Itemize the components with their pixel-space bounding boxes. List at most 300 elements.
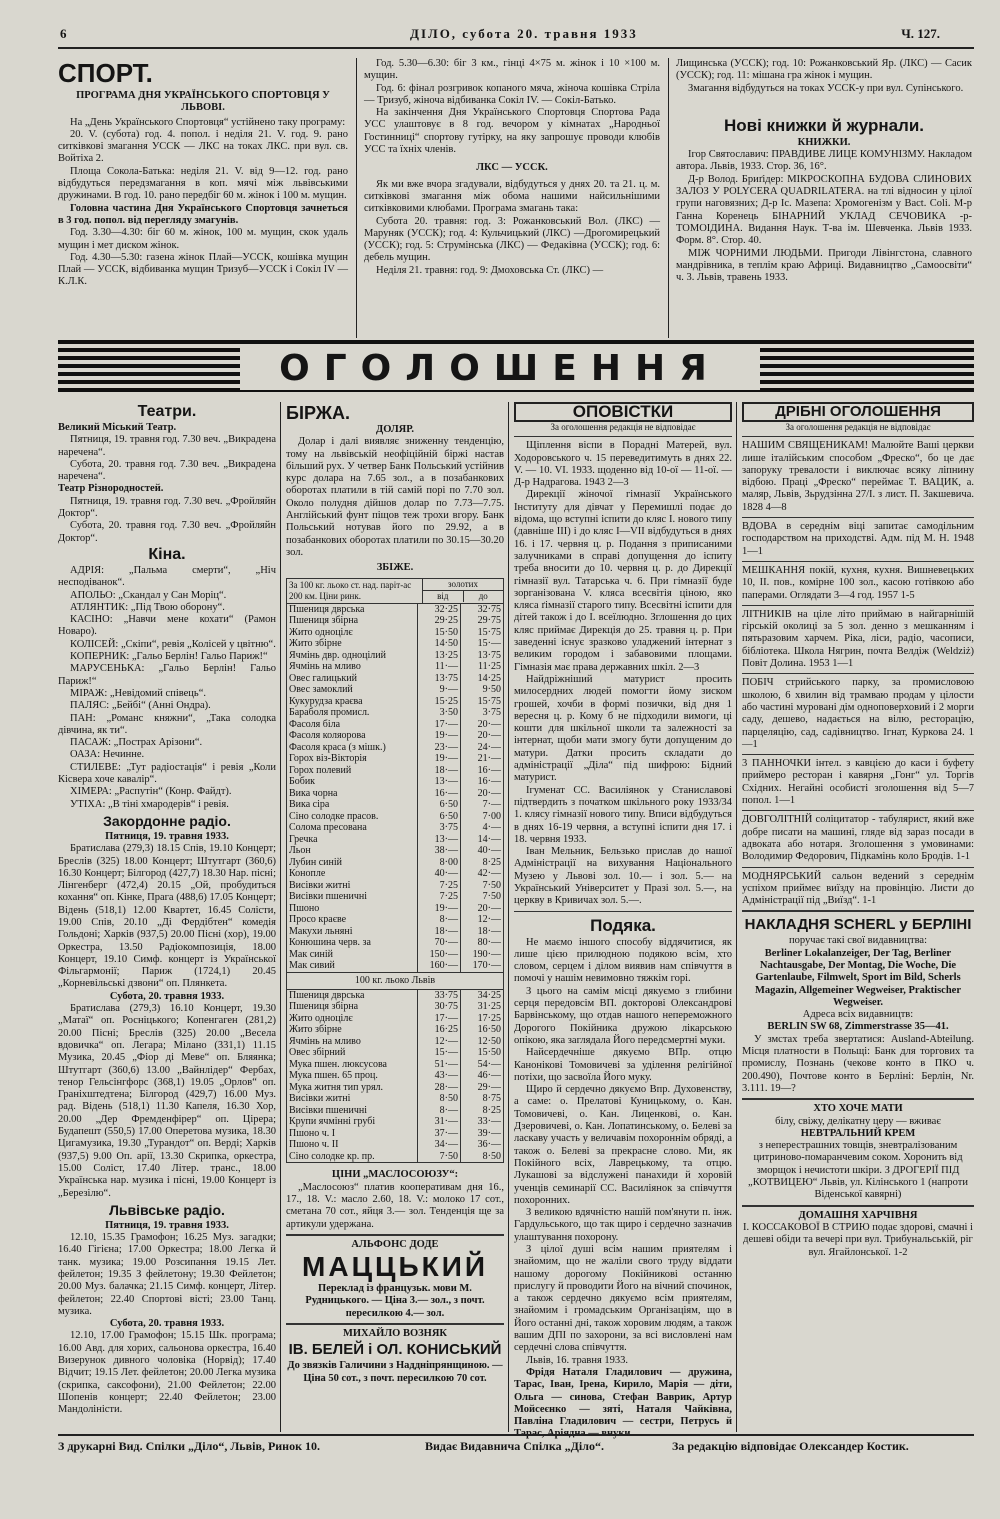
divider <box>742 561 974 562</box>
price-to-cell: 16·50 <box>461 1024 504 1036</box>
price-from-cell: 6·50 <box>418 811 461 823</box>
price-from-cell: 19·— <box>418 730 461 742</box>
price-from-cell: 150·— <box>418 949 461 961</box>
price-from-cell: 18·— <box>418 926 461 938</box>
page-number: 6 <box>60 26 67 41</box>
divider <box>742 517 974 518</box>
commodity-cell: Пшоно ч. ІІ <box>289 1139 339 1151</box>
price-from-cell: 9·— <box>418 684 461 696</box>
ad-author: АЛЬФОНС ДОДЕ <box>351 1238 439 1250</box>
commodity-cell: Жито одноцілє <box>289 1012 353 1024</box>
notice-item: Дирекції жіночої гімназії Українського Інституту для дівчат у Перемишлі подає до відома, що вступні іспити до кляс І. нового типу (давніше ІІІ) і до кляс І—VII відбудуться в днях 16. і 17. червня ц. р. Подання з приписаними залучниками в справі допущення до іспиту треба вносити до 10. червня ц. р. до Дирекції гімназії вул. Татарська ч. 6. При гімназії буде зорганізована V. кляса всесвітія ціною, яко кляса ґімназії старого типу. Всесвітні іспити для дітей також і до І. всеїлюдно. Зглошення до цих кляс приймає Дирекція до 25. травня ц. р. При заведенні існує зразково уладжений інтернат з великим городом і забавовими площами. Гімназія має права державних шкіл. 2—3 <box>514 489 732 673</box>
price-to-cell: 8·25 <box>461 1105 504 1117</box>
table-row <box>287 834 503 846</box>
radio-day: Пятниця, 19. травня 1933. <box>105 830 229 842</box>
commodity-cell: Гречка <box>289 833 318 845</box>
price-to-cell: 9·50 <box>461 684 504 696</box>
commodity-cell: Жито збірне <box>289 638 342 650</box>
commodity-cell: Овес збірний <box>289 1047 346 1059</box>
price-to-cell: 31·25 <box>461 1001 504 1013</box>
cinema-item: УТІХА: „В тіні хмародерів“ і ревія. <box>70 798 229 810</box>
thanks-para: Щиро й сердечно дякуємо Впр. Духовенству, а саме: о. Прелатові Куницькому, о. Кан. Томовичеві, о. Кан. Лиценкові, о. Кан. Дзеровичеві, о. Кан. Лопатинському, о. Белеві за ласкаву участь у величавім похороннім обряді, а також о. Белеві за прекрасне слово. Ми, як Покійного всіх, Лаврецькому, та отцю. Лукашові за відслужені панахиди й хоровій ученців семинарії СС. Василіянок за співчуття похоронних. <box>514 1084 732 1206</box>
table-row <box>287 926 503 938</box>
divider <box>742 754 974 755</box>
table-row <box>287 1059 503 1071</box>
price-from-cell: 8·— <box>418 1105 461 1117</box>
commodity-cell: Бобик <box>289 776 316 788</box>
sport-column-3 <box>676 58 972 340</box>
table-header-cols <box>422 579 503 603</box>
table-row <box>287 1151 503 1163</box>
theatres-title: Театри. <box>137 403 197 420</box>
radio-day: Субота, 20. травня 1933. <box>109 1318 225 1330</box>
commodity-cell: Фасоля краса (з мішк.) <box>289 741 386 753</box>
sport-para: Неділя 21. травня: год. 9: Дмоховська Ст. (ЛКС) — <box>376 264 604 276</box>
commodity-cell: Крупи ячмінні грубі <box>289 1116 376 1128</box>
col-from: від <box>437 590 449 601</box>
commodity-cell: Солома пресована <box>289 822 367 834</box>
scherl-list: Berliner Lokalanzeiger, Der Tag, Berliner Nachtausgabe, Der Montag, Die Woche, Die Gartenlaube, Filmwelt, Sport im Bild, Scherls Magazin, Allgemeiner Wegweiser, Praktischer Wegweiser. <box>755 947 961 1008</box>
commodity-cell: Конюшина черв. за <box>289 937 371 949</box>
price-to-cell: 190·— <box>461 949 504 961</box>
scherl-addr: BERLIN SW 68, Zimmerstrasse 35—41. <box>767 1021 949 1033</box>
notice-item: Ігуменат СС. Василіянок у Станиславові підтвердить з початком шкільного року 1933/34 1. клясу гімназії нового типу. Вписи відбудуться в днях 16-19 червня, а вступні іспити дня 17. і 18. червня 1933. <box>514 784 732 845</box>
table-row <box>287 1013 503 1025</box>
vozniak-book-ad <box>286 1323 504 1385</box>
col-divider <box>736 402 737 1432</box>
small-ad: 3 ПАННОЧКИ інтел. з кавцією до каси і буфету приймеро ресторан і кавярня „Гонг“ ул. Торгів Східних. Негайні особисті зголошення від 5—7 попол. 1—1 <box>742 758 974 807</box>
food-ad <box>742 1205 974 1259</box>
price-from-cell: 7·25 <box>418 880 461 892</box>
table-row <box>287 857 503 869</box>
commodity-cell: Вика сіра <box>289 799 330 811</box>
commodity-cell: Мак синій <box>289 948 333 960</box>
divider <box>514 911 732 912</box>
table-row <box>287 1024 503 1036</box>
price-to-cell: 29·75 <box>461 615 504 627</box>
table-row <box>287 845 503 857</box>
cinema-item: АТЛЯНТИК: „Під Твою оборону“. <box>70 601 225 613</box>
commodity-cell: Сіно солодке прасов. <box>289 810 379 822</box>
scherl-sub: поручає такі свої видавництва: <box>788 935 928 947</box>
cinema-item: МАРУСЕНЬКА: „Гальо Берлін! Гальо Париж!“ <box>58 663 276 687</box>
table-row <box>287 650 503 662</box>
small-ad: ЛІТНИКІВ на ціле літо приймаю в найгарнішій гірській околиці за 5 зол. денно з мешканням і пятьразовим харчем. Ріка, ліси, радіо, часописи, бібліотека. Школа Нягрин, почта Велдіж (Weldziż) Повіт Долина. 1953 1—1 <box>742 608 974 670</box>
table-row <box>287 673 503 685</box>
sport-para: 20. V. (субота) год. 4. попол. і неділя 21. V. год. 9. рано ситківкові змагання УССК — ЛКС на токах ЛКС. при вул. св. Войтіха 2. <box>58 128 348 165</box>
price-from-cell: 23·— <box>418 742 461 754</box>
ad-book-title: МАЦЦЬКИЙ <box>302 1251 488 1283</box>
price-to-cell: 32·75 <box>461 604 504 616</box>
price-to-cell: 33·— <box>461 1116 504 1128</box>
notice-item: Іван Мельник, Бельзько прислав до нашої Адміністрації на вихування Національного Музею у Львові зол. 10.— і зол. 5.— на Український Університет у Празі зол. 5.—, на церкву в Кривичах зол. 5.—. <box>514 846 732 907</box>
price-to-cell: 54·— <box>461 1059 504 1071</box>
table-row <box>287 1070 503 1082</box>
table-row <box>287 604 503 616</box>
commodity-cell: Мука пшен. люксусова <box>289 1058 387 1070</box>
commodity-cell: Висівки пшеничні <box>289 891 368 903</box>
notices-title: ОПОВІСТКИ <box>514 402 732 422</box>
divider <box>514 436 732 437</box>
cinema-item: ПАН: „Романс княжни“, „Така солодка дівчина, як ти“. <box>58 712 276 736</box>
price-to-cell: 15·75 <box>461 627 504 639</box>
cinema-item: КАСІНО: „Навчи мене кохати“ (Рамон Новаро). <box>58 614 276 638</box>
commodity-cell: Льон <box>289 845 311 857</box>
sport-para: Головна частина Дня Українського Спортовця зачнеться в 3 год. попол. від перегляду змагунів. <box>58 202 348 226</box>
table-row <box>287 661 503 673</box>
price-from-cell: 28·— <box>418 1082 461 1094</box>
bourse-title: БІРЖА. <box>286 403 350 423</box>
small-ad: МЕШКАННЯ покій, кухня, кухня. Вишневецьких 10, ІІ. пов., комірне 100 зол., касою готівкою або паперами. Оглядати 3—4 год. 1957 1-5 <box>742 564 974 601</box>
commodity-cell: Мука житня тип урял. <box>289 1081 384 1093</box>
cinema-item: ХІМЕРА: „Распутін“ (Конр. Файдт). <box>70 786 232 798</box>
commodity-cell: Макухи льняні <box>289 925 353 937</box>
table-row <box>287 1128 503 1140</box>
table-row <box>287 960 503 972</box>
food-title: ДОМАШНЯ ХАРЧІВНЯ <box>798 1209 918 1221</box>
price-from-cell: 33·75 <box>418 990 461 1002</box>
cinema-item: МІРАЖ: „Невідомий співець“. <box>70 687 206 699</box>
entertainment-column <box>58 402 276 1432</box>
price-to-cell: 7·50 <box>461 880 504 892</box>
sport-title: СПОРТ. <box>58 58 153 88</box>
cinema-item: КОПЕРНИК: „Гальо Берлін! Гальо Париж!“ <box>70 651 268 663</box>
radio-day: Пятниця, 19. травня 1933. <box>105 1219 229 1231</box>
price-from-cell: 16·— <box>418 788 461 800</box>
divider <box>742 436 974 437</box>
table-row <box>287 615 503 627</box>
table-row <box>287 1139 503 1151</box>
commodity-cell: Фасоля біла <box>289 718 341 730</box>
cinema-item: ОАЗА: Нечинне. <box>70 749 145 761</box>
sport-para: Площа Сокола-Батька: неділя 21. V. від 9—12. год. рано відбудуться передзмагання в коп. мячі між львівськими дружинами. В год. 10. рано передбіг 60 м. жінок і 100 м. мущин. <box>58 165 348 202</box>
divider <box>742 867 974 868</box>
notice-item: Найдріжніший матурист просить милосердних людей помогти йому зиском грошей, хочби в формі позички, від дня 1 вересня ц. р. Кому б не підходили вимоги, ці кошти для шкільної школи та залежності за інтернат, щоби мати змогу бути допущеним до матури. Датки просить складати до адміністрації „Діла“ під шифрою: Бідний матурист. <box>514 673 732 784</box>
price-to-cell: 46·— <box>461 1070 504 1082</box>
thanks-para: З цього на самім місці дякуємо з глибини серця передовсім ВП. докторові Олександрові Барвінському, що отдав нашого непереможного Дорогого Покійника дружою лікарською опікою, яка заглядала Його передсмертні муки. <box>514 985 732 1046</box>
price-to-cell: 20·— <box>461 719 504 731</box>
footer-publisher: Видає Видавнича Спілка „Діло“. <box>425 1439 604 1453</box>
scherl-ad <box>742 910 974 1095</box>
theatre-item: Пятниця, 19. травня год. 7.30 веч. „Викрадена наречена“. <box>58 434 276 458</box>
price-to-cell: 17·25 <box>461 1013 504 1025</box>
table-row <box>287 742 503 754</box>
price-to-cell: 7·50 <box>461 891 504 903</box>
table-row <box>287 638 503 650</box>
lks-title: ЛКС — УССК. <box>476 162 548 174</box>
commodity-cell: Жито одноцілє <box>289 626 353 638</box>
cinema-item: КОЛІСЕЙ: „Скіпи“, ревія „Колісей у цвітню“. <box>70 638 276 650</box>
price-to-cell: 24·— <box>461 742 504 754</box>
books-title: Нові книжки й журнали. <box>723 115 925 135</box>
small-ad: ВДОВА в середнім віці запитає самодільним господарством на приходстві. Адм. під М. Н. 1948 1—1 <box>742 521 974 557</box>
col-divider <box>356 58 357 338</box>
price-from-cell: 7·50 <box>418 1151 461 1163</box>
price-from-cell: 19·— <box>418 753 461 765</box>
small-ad: МОДНЯРСЬКИЙ сальон ведений з середнім успіхом приймеє виїзду на провінцію. Листи до Адміністрації під „Виїзд“. 1-1 <box>742 870 974 907</box>
books-para: Д-р Волод. Бриґідер: МІКРОСКОПНА БУДОВА СЛИНОВИХ ЗАЛОЗ У POLYCERA QUADRILATERA. на тлі відносин у цілої групи наговязних; Д-р Іс. Мазепа: Хромогенізм у Bact. Coli. М-р Ганна Коренець БІНАРНИЙ УКЛАД СЕЧОВИКА -р- ТОМОІДИНА. Видання Наук. Т-ва ім. Шевченка. Львів 1933. Форм. 8°. Стор. 40. <box>676 173 972 247</box>
theatre-item: Пятниця, 19. травня год. 7.30 веч. „Фройляйн Доктор“. <box>58 495 276 520</box>
sport-para: Год. 4.30—5.30: газена жінок Плай—УССК, кошівка мущин Плай — УССК, відбиванка мущин Тризуб—УССК і Сокіл IV — К.Л.К. <box>58 251 348 288</box>
books-subtitle: КНИЖКИ. <box>797 136 851 148</box>
footer-editor: За редакцію відповідає Олександер Костик. <box>672 1439 909 1453</box>
masthead-line: ДІЛО, субота 20. травня 1933 <box>410 26 638 41</box>
daudet-book-ad <box>286 1234 504 1320</box>
table-row <box>287 765 503 777</box>
price-from-cell: 70·— <box>418 937 461 949</box>
cream-line1: ХТО ХОЧЕ МАТИ <box>813 1103 903 1115</box>
scherl-addr-label: Адреса всіх видавництв: <box>802 1009 914 1021</box>
commodity-cell: Конопле <box>289 868 326 880</box>
price-to-cell: 16·— <box>461 765 504 777</box>
footer-printer: З друкарні Вид. Спілки „Діло“, Львів, Ринок 10. <box>58 1439 321 1453</box>
table-row <box>287 1082 503 1094</box>
col-divider <box>280 402 281 1432</box>
issue-number: Ч. 127. <box>901 26 940 41</box>
small-ads-title: ДРІБНІ ОГОЛОШЕННЯ <box>742 402 974 422</box>
price-to-cell: 12·50 <box>461 1036 504 1048</box>
commodity-cell: Бараболя промисл. <box>289 707 370 719</box>
table-row <box>287 707 503 719</box>
divider <box>742 673 974 674</box>
cream-ad <box>742 1098 974 1201</box>
page-header <box>60 28 940 46</box>
notices-column <box>514 402 732 1432</box>
cinema-item: ПАЛЯС: „Бейбі“ (Анні Ондра). <box>70 700 211 712</box>
sport-column-1 <box>58 58 348 340</box>
theatre-item: Театр Різнородностей. <box>58 483 164 495</box>
table-row <box>287 776 503 788</box>
price-from-cell: 6·50 <box>418 799 461 811</box>
price-to-cell: 14·— <box>461 834 504 846</box>
cream-title: НЕВТРАЛЬНИЙ КРЕМ <box>800 1127 916 1139</box>
price-to-cell: 36·— <box>461 1139 504 1151</box>
commodity-cell: Горох полевий <box>289 764 352 776</box>
table-row <box>287 1001 503 1013</box>
small-ad: ДОВГОЛІТНІЙ соліцитатор - табулярист, який вже добре писати на машині, гляде від зараз посади в адвоката або нотаря. Зголошення з умовинами: Володимир Федорович, Підкамінь коло Бродів. 1-1 <box>742 814 974 863</box>
ads-banner: ОГОЛОШЕННЯ <box>240 348 760 390</box>
cinema-item: ПАСАЖ: „Пострах Арізони“. <box>70 737 203 749</box>
price-to-cell: 34·25 <box>461 990 504 1002</box>
radio-day: Субота, 20. травня 1933. <box>109 990 225 1002</box>
sport-para: На закінчення Дня Українського Спортовця Спортова Рада УСС улаштовує в 8 год. вечором у кімнатах „Народньої Гостинниці“ спортову гутірку, на яку запрошує проводи клюбів УСС та їхніх членів. <box>364 107 660 156</box>
thanks-para: Найсердечніше дякуємо ВПр. отцю Канонікові Томовичеві за уділення релігійної потіхи, що засвоїла Його муку. <box>514 1047 732 1083</box>
grain-title: ЗБІЖЕ. <box>376 562 414 574</box>
radio-text: 12.10, 15.35 Грамофон; 16.25 Муз. загадки; 16.40 Гігієна; 17.00 Оркестра; 18.00 Легка й танк. музика; 19.00 Розсипання 19.15 Лет. фейлетон; 19.35 З фейлетону; 19.30 Фейлетон; 20.00 Муз. балачка; 21.15 Симф. концерт, Літер. фейлетон; 22.40 Спортові вісті; 23.00 Танц. музика. <box>58 1232 276 1317</box>
thanks-para: З великою вдячністю нашій пом'янути п. інж. Гардульського, що так щиро і сердечно зазначив улаштування похорону. <box>514 1207 732 1243</box>
price-from-cell: 32·25 <box>418 604 461 616</box>
price-from-cell: 13·25 <box>418 650 461 662</box>
price-to-cell: 7·00 <box>461 811 504 823</box>
table-row <box>287 1093 503 1105</box>
small-ad: НАШИМ СВЯЩЕНИКАМ! Малюйте Ваші церкви лише італійським способом „Фреско“, бо це дає запоруку тревалости і виключає всяку ліпнину відбою. Праці „Фреско“ переймає Т. ВАЦИК, а. маляр, Львів, Зьрудзінна 27/І. з лист. П. Закшевича. 1828 4—8 <box>742 440 974 513</box>
price-from-cell: 13·75 <box>418 673 461 685</box>
radio-abroad-title: Закордонне радіо. <box>103 812 231 829</box>
scherl-text: У змстах треба звертатися: Ausland-Abteilung. Місця платности в Польщі: Банк для торгових та промислу, Познань (чекове конто в ПКО ч. 200.490), Почтове конто в Берліні: Берлін, Nr. 3.111. 19—? <box>742 1033 974 1094</box>
price-to-cell: 15·— <box>461 638 504 650</box>
price-to-cell: 15·50 <box>461 1047 504 1059</box>
price-from-cell: 8·50 <box>418 1093 461 1105</box>
ad-book-title: ІВ. БЕЛЕЙ і ОЛ. КОНИСЬКИЙ <box>288 1341 502 1359</box>
header-rule <box>58 47 974 49</box>
table-row <box>287 811 503 823</box>
price-from-cell: 3·75 <box>418 822 461 834</box>
food-text: І. КОССАКОВОЇ В СТРИЮ подає здорові, смачні і дешеві обіди та вечері при вул. Трибунальській, ріг вул. Ягайлонської. 1-2 <box>743 1221 973 1258</box>
price-from-cell: 37·— <box>418 1128 461 1140</box>
table-row <box>287 799 503 811</box>
commodity-cell: Лубин синій <box>289 856 342 868</box>
price-from-cell: 17·— <box>418 1013 461 1025</box>
bourse-column <box>286 402 504 1432</box>
table-row <box>287 1105 503 1117</box>
price-from-cell: 34·— <box>418 1139 461 1151</box>
dollar-text: Долар і далі виявляє зниженну тенденцію, тому на львівській неофіційній біржі настав більший рух. У четвер Банк Польський устійнив курс долара на 7.65 зол., а в позабанкових оборотах платили в тій самій порі по 7.70 зол. Около полудня дійшов долар по 7.73—7.75. Англійський фунт піщов теж трохи вгору. Банк Польський нотував його по 29.92, а в позабанкових оборотах платили по 30.15—30.20 зол. <box>286 436 504 558</box>
price-from-cell: 160·— <box>418 960 461 972</box>
table-row <box>287 1047 503 1059</box>
price-to-cell: 13·75 <box>461 650 504 662</box>
col-divider <box>668 58 669 338</box>
commodity-cell: Просо краєве <box>289 914 347 926</box>
commodity-cell: Висівки пшеничні <box>289 1104 368 1116</box>
thanks-para: Не маємо іншого способу віддячитися, як лише цією прилюдною подякою всім, хто словом, серцем і ділом виявив нам співчуття в помочі у нашім невимовно тяжкім горі. <box>514 936 732 985</box>
ad-text: Переклад із французьк. мови М. Рудницького. — Ціна 3.— зол., з почт. пересилкою 4.— зол. <box>305 1283 485 1319</box>
commodity-cell: Пшоно ч. І <box>289 1127 336 1139</box>
footer-rule <box>58 1434 974 1436</box>
price-from-cell: 8·00 <box>418 857 461 869</box>
scherl-title: НАКЛАДНЯ SCHERL у БЕРЛІНІ <box>744 916 972 934</box>
price-to-cell: 15·75 <box>461 696 504 708</box>
table2-header: 100 кг. льоко Львів <box>287 972 503 990</box>
table-row <box>287 753 503 765</box>
sport-para: Год. 5.30—6.30: біг 3 км., гінці 4×75 м. жінок і 10 ×100 м. мущин. <box>364 58 660 82</box>
commodity-cell: Мука пшен. 65 проц. <box>289 1070 378 1082</box>
radio-text: Братислава (279,3) 18.15 Спів, 19.10 Концерт; Бреслів (325) 18.00 Концерт; Штутгарт (360,6) 16.30 Концерт; Білгород (427,7) 18.30 Нар. пісні; Лінгенберг (472,4) 20.15 „Ой, пробудиться кохання“ оп. Кінке, Прага (488,6) 17.05 Концерт; Відень (518,1) 12.00 Квартет, 16.45 Солісти, 19.00 Спів, 20.10 „Ді Фердібтен“ комедія Гольдоні; Харків (937,5) 20.00 Пісні (хор), 19.00 Оркестра, 13.50 Радіокомпозиція, 18.00 Концерт, 19.10 Симф. концерт із Української Фільгармонії; Париж (1724,1) 20.45 „Корневільські дзвони“ оп. Плянкета. <box>58 843 276 990</box>
price-from-cell: 16·25 <box>418 1024 461 1036</box>
sport-para: Змагання відбудуться на токах УССК-у при вул. Супінського. <box>688 82 964 94</box>
books-para: МІЖ ЧОРНИМИ ЛЮДЬМИ. Пригоди Лівінгстона, славного мандрівника, в теплім краю Африці. Видавництво „Самоосвіти“ ч. 3. Львів, травень 1933. <box>676 247 972 284</box>
theatre-item: Субота, 20. травня год. 7.30 веч. „Викрадена наречена“. <box>58 458 276 483</box>
commodity-cell: Овес замоклий <box>289 684 353 696</box>
radio-lviv-title: Львівське радіо. <box>109 1201 225 1218</box>
price-from-cell: 43·— <box>418 1070 461 1082</box>
thanks-signature: Фрідя Наталя Гладилович — дружина, Тарас, Іван, Ірена, Кирило, Марія — діти, Ольга — синова, Стефан Ваврик, Артур Мойсеєнко — зяті, Наталя Чайківна, Павліна Гладилович — сестри, Петрусь й <box>514 1366 732 1428</box>
table-row <box>287 684 503 696</box>
table-row <box>287 788 503 800</box>
price-to-cell: 20·— <box>461 788 504 800</box>
price-to-cell: 29·— <box>461 1082 504 1094</box>
price-from-cell: 12·— <box>418 1036 461 1048</box>
theatre-item: Великий Міський Театр. <box>58 422 177 433</box>
price-to-cell: 4·— <box>461 822 504 834</box>
notice-item: Щіплення віспи в Порадні Матерей, вул. Ходоровського ч. 15 переведитимуть в днях 22. V. — 10. VI. 1933. щоденно від 10-ої — 11-ої. — Д-р Надрагова. 1943 2—3 <box>514 440 732 489</box>
price-to-cell: 39·— <box>461 1128 504 1140</box>
col-currency: золотих <box>447 578 478 589</box>
price-from-cell: 15·— <box>418 1047 461 1059</box>
theatre-item: Субота, 20. травня год. 7.30 веч. „Фройляйн Доктор“. <box>58 520 276 544</box>
price-to-cell: 80·— <box>461 937 504 949</box>
commodity-cell: Пшоно <box>289 902 320 914</box>
cream-text: з неперестрашних товщів, зневтралізованим цитриново-помаранчевим соком. Хоронить від зморщок і нечистоти шкіри. З ДРОГЕРІЇ ПІД „КОТВИЦЕЮ“ Львів, ул. Кілінського 1 (напроти Віденської кавярні) <box>748 1140 968 1201</box>
commodity-cell: Пшениця збірна <box>289 615 359 627</box>
commodity-cell: Пшениця дврська <box>289 989 365 1001</box>
table-row <box>287 880 503 892</box>
thanks-title: Подяка. <box>590 915 656 935</box>
sport-para: Як ми вже вчора згадували, відбудуться у днях 20. та 21. ц. м. ситківкові змагання між обома нашими найсильнішими ситківковими клюбами. Програма змагань така: <box>364 178 660 215</box>
table-row <box>287 627 503 639</box>
price-from-cell: 51·— <box>418 1059 461 1071</box>
commodity-cell: Овес галицький <box>289 672 357 684</box>
cinemas-title: Кіна. <box>148 545 186 563</box>
price-from-cell: 40·— <box>418 868 461 880</box>
sport-para: Год. 3.30—4.30: біг 60 м. жінок, 100 м. мущин, скок удаль мущин і мет диском жінок. <box>58 227 348 251</box>
commodity-cell: Жито збірне <box>289 1024 342 1036</box>
commodity-cell: Пшениця збірна <box>289 1001 359 1013</box>
commodity-cell: Ячмінь двр. одноцілий <box>289 649 387 661</box>
table-row <box>287 822 503 834</box>
price-to-cell: 8·25 <box>461 857 504 869</box>
banner-band <box>58 340 974 344</box>
commodity-cell: Вика чорна <box>289 787 338 799</box>
grain-table-header <box>287 579 503 604</box>
notices-note: За оголошення редакція не відповідає <box>550 422 696 433</box>
table-row <box>287 868 503 880</box>
books-para: Ігор Святославич: ПРАВДИВЕ ЛИЦЕ КОМУНІЗМУ. Накладом автора. Львів, 1933. Стор. 36, 16°. <box>676 149 972 173</box>
price-to-cell: 21·— <box>461 753 504 765</box>
radio-text: Братислава (279,3) 16.10 Концерт, 19.30 „Матаї“ оп. Росніцького; Копенгаген (281,2) 20.00 Пісні; Бреслів (325) 20.00 „Весела вдовичка“ оп. Легара; Мілано (331,1) 11.15 Музика, 20.45 „Фіор ді Меве“ оп. Бляянка; Штутгарт (360,6) 13.00 „Вайнлідер“ Фербах, тенор Гельсінгфорс (368,1) 19.05 „Орлов“ оп. Граніхштедтена; Білгород (429,7) 16.00 Муз. рад. Відень (518,1) 11.30 Капеля, 16.30 Хор, 20.00 „Дер Фремденфірер“ оп. Цірера; Будапешт (550,5) 17.00 Оперетова музика, 18.30 Цигамузика, 19.30 „Турандот“ оп. Верді; Харків (937,5) 9.00 Оп. арії, 13.30 Скрипка, оркестра, 15.00 Соліст, 17.40 Літер. транс., 18.00 Українська нар. музика і пісні, 19.00 Концерт із „Березілю“. <box>58 1003 276 1199</box>
table-row <box>287 891 503 903</box>
price-to-cell: 18·— <box>461 926 504 938</box>
price-from-cell: 13·— <box>418 776 461 788</box>
price-from-cell: 19·— <box>418 903 461 915</box>
commodity-cell: Сіно солодке кр. пр. <box>289 1150 375 1162</box>
price-from-cell: 17·— <box>418 719 461 731</box>
price-to-cell: 7·— <box>461 799 504 811</box>
small-ad: ПОБІЧ стрийського парку, за промисловою школою, 6 хвилин від трамваю продам у цілости або частині муровані дім одноповерховий і 2 морги саду, дешево, надається на вілю, ресторацію, парцеляцію, сад, садівництво. Ігнат, Куркова 24. 1—1 <box>742 677 974 750</box>
col-to: до <box>463 591 504 602</box>
price-from-cell: 7·25 <box>418 891 461 903</box>
price-from-cell: 18·— <box>418 765 461 777</box>
table-row <box>287 1116 503 1128</box>
price-from-cell: 3·50 <box>418 707 461 719</box>
table-row <box>287 696 503 708</box>
commodity-cell: Фасоля коляорова <box>289 730 366 742</box>
price-from-cell: 31·— <box>418 1116 461 1128</box>
price-from-cell: 30·75 <box>418 1001 461 1013</box>
price-from-cell: 15·25 <box>418 696 461 708</box>
small-ads-note: За оголошення редакція не відповідає <box>785 422 931 433</box>
price-from-cell: 13·— <box>418 834 461 846</box>
commodity-cell: Ячмінь на мливо <box>289 1035 361 1047</box>
grain-table-2 <box>287 990 503 1163</box>
price-to-cell: 20·— <box>461 903 504 915</box>
table-row <box>287 719 503 731</box>
price-from-cell: 29·25 <box>418 615 461 627</box>
table-row <box>287 937 503 949</box>
table-row <box>287 903 503 915</box>
price-to-cell: 42·— <box>461 868 504 880</box>
commodity-cell: Пшениця дврська <box>289 603 365 615</box>
commodity-cell: Ячмінь на мливо <box>289 661 361 673</box>
divider <box>742 810 974 811</box>
commodity-cell: Висівки житні <box>289 1093 351 1105</box>
table-row <box>287 990 503 1002</box>
price-to-cell: 8·75 <box>461 1093 504 1105</box>
commodity-cell: Висівки житні <box>289 879 351 891</box>
table-header-label: За 100 кг. льоко ст. над. паріт-ас 200 км. Ціни ринк. <box>289 579 412 601</box>
price-from-cell: 8·— <box>418 914 461 926</box>
price-to-cell: 3·75 <box>461 707 504 719</box>
price-from-cell: 14·50 <box>418 638 461 650</box>
